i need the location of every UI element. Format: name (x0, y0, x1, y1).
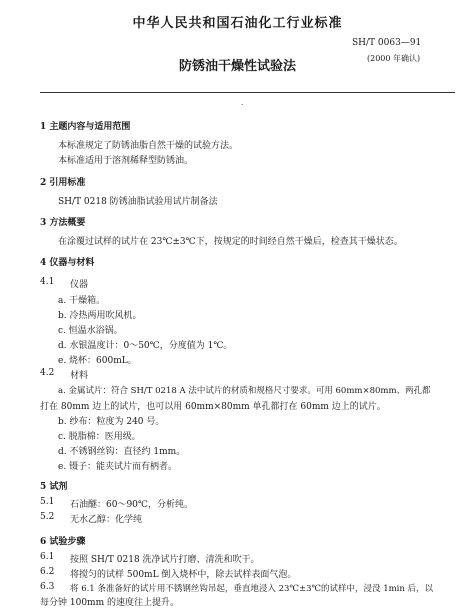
section-heading: 3 方法概要 (40, 218, 86, 228)
reagent: 石油醚：60～90℃，分析纯。 (70, 500, 193, 510)
center-dot: · (241, 101, 244, 109)
list-item-continuation: 打在 80mm 边上的试片，也可以用 60mm×80mm 单孔都打在 60mm 边上的试片。 (40, 402, 386, 412)
reference-standard: SH/T 0218 防锈油脂试验用试片制备法 (58, 197, 218, 207)
clause-number: 6.1 (40, 552, 55, 562)
section-heading: 5 试剂 (40, 482, 68, 492)
list-item: c. 恒温水浴锅。 (58, 326, 123, 336)
reagent: 无水乙醇：化学纯 (70, 515, 143, 525)
procedure-step: 将 6.1 条准备好的试片用不锈钢丝钩吊起，垂直地浸入 23℃±3℃的试样中，浸没 1min 后，以 (70, 584, 434, 594)
list-item: e. 烧杯：600mL。 (58, 356, 137, 366)
paragraph: 本标准适用于溶剂稀释型防锈油。 (58, 156, 194, 166)
list-item: d. 不锈钢丝钩：直径约 1mm。 (58, 447, 186, 457)
procedure-step: 按照 SH/T 0218 洗净试片打磨、清洗和吹干。 (70, 555, 260, 565)
clause-number: 5.2 (40, 512, 55, 522)
section-heading: 6 试验步骤 (40, 537, 86, 547)
clause-number: 6.3 (40, 582, 55, 592)
section-heading: 2 引用标准 (40, 178, 86, 188)
clause-number: 5.1 (40, 497, 55, 507)
paragraph: 在涂覆过试样的试片在 23℃±3℃下，按规定的时间经自然干燥后，检查其干燥状态。 (58, 237, 403, 247)
section-heading: 4 仪器与材料 (40, 258, 95, 268)
document-title: 防锈油干燥性试验法 (178, 59, 296, 74)
procedure-step-continuation: 每分钟 100mm 的速度往上提升。 (40, 598, 179, 608)
paragraph: 本标准规定了防锈油脂自然干燥的试验方法。 (58, 141, 239, 151)
confirmation-note: (2000 年确认) (367, 54, 421, 63)
list-item: b. 冷热两用吹风机。 (58, 311, 142, 321)
list-item: b. 纱布：粒度为 240 号。 (58, 417, 165, 427)
procedure-step: 将搅匀的试样 500mL 倒入烧杯中，除去试样表面气泡。 (70, 570, 297, 580)
list-item: a. 干燥箱。 (58, 296, 106, 306)
list-item: a. 金属试片：符合 SH/T 0218 A 法中试片的材质和规格尺寸要求。可用 60mm×80mm、两孔都 (58, 386, 431, 396)
clause-title: 仪器 (70, 280, 89, 290)
list-item: e. 镊子：能夹试片而有柄者。 (58, 462, 178, 472)
list-item: d. 水银温度计：0～50℃，分度值为 1℃。 (58, 341, 233, 351)
clause-number: 4.2 (40, 368, 55, 378)
clause-number: 4.1 (40, 277, 55, 287)
clause-number: 6.2 (40, 567, 55, 577)
standard-code: SH/T 0063—91 (352, 38, 422, 48)
header-divider (40, 92, 455, 93)
list-item: c. 脱脂棉：医用级。 (58, 432, 141, 442)
section-heading: 1 主题内容与适用范围 (40, 122, 131, 132)
issuing-organization: 中华人民共和国石油化工行业标准 (132, 16, 343, 31)
clause-title: 材料 (70, 371, 89, 381)
